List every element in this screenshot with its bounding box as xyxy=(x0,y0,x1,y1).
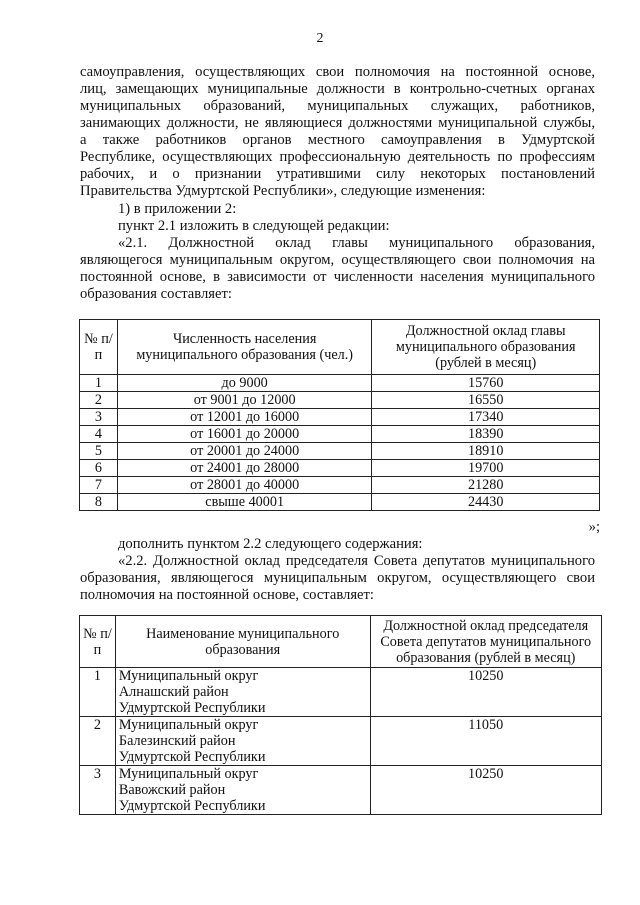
municipality-name xyxy=(115,668,370,717)
row-number: 7 xyxy=(80,477,118,494)
salary-value: 18910 xyxy=(372,443,600,460)
row-number: 3 xyxy=(80,409,118,426)
table-row xyxy=(80,409,600,426)
salary-value: 24430 xyxy=(372,494,600,511)
population-range: до 9000 xyxy=(117,375,371,392)
item-point-2-1 xyxy=(80,218,595,235)
salary-value: 10250 xyxy=(370,766,602,815)
table-header-row xyxy=(80,616,602,668)
text-line: занимающих должности, не являющиеся должностями муниципальной службы, xyxy=(80,115,595,131)
row-number: 3 xyxy=(80,766,116,815)
salary-value: 11050 xyxy=(370,717,602,766)
population-range: от 28001 до 40000 xyxy=(117,477,371,494)
add-point-2-2 xyxy=(80,536,595,553)
text-line: являющегося муниципальным округом, осуществляющего свои полномочия на xyxy=(80,252,595,268)
table-row xyxy=(80,443,600,460)
salary-value: 21280 xyxy=(372,477,600,494)
text-line: лиц, замещающих муниципальные должности в контрольно-счетных органах xyxy=(80,81,595,97)
text-line: «2.1. Должностной оклад главы муниципального образования, xyxy=(118,235,595,251)
table-row xyxy=(80,392,600,409)
col-number-header: № п/п xyxy=(80,616,116,668)
table-row xyxy=(80,426,600,443)
table-row xyxy=(80,717,602,766)
table-header-row xyxy=(80,320,600,375)
municipality-name-line: Муниципальный округ xyxy=(118,668,259,684)
page-number: 2 xyxy=(316,31,324,46)
municipality-name xyxy=(115,717,370,766)
text-line: Правительства Удмуртской Республики», следующие изменения: xyxy=(80,183,486,199)
salary-value: 15760 xyxy=(372,375,600,392)
text-line: образования, являющегося муниципальным округом, осуществляющего свои xyxy=(80,570,595,586)
text-line: «2.2. Должностной оклад председателя Совета депутатов муниципального xyxy=(118,553,595,569)
municipality-name-line: Вавожский район xyxy=(118,782,226,798)
row-number: 2 xyxy=(80,392,118,409)
table-row xyxy=(80,460,600,477)
chair-salary-table xyxy=(79,615,602,815)
col-municipality-header: Наименование муниципального образования xyxy=(115,616,370,668)
table-row xyxy=(80,494,600,511)
text-line: муниципальных образований, муниципальных служащих, работников, xyxy=(80,98,595,114)
row-number: 8 xyxy=(80,494,118,511)
text-line: Республике, осуществляющих профессиональную деятельность по профессиям xyxy=(80,149,595,165)
row-number: 1 xyxy=(80,375,118,392)
item-1-text: 1) в приложении 2: xyxy=(118,201,237,217)
municipality-name-line: Муниципальный округ xyxy=(118,717,259,733)
municipality-name-line: Удмуртской Республики xyxy=(118,798,266,814)
municipality-name-line: Удмуртской Республики xyxy=(118,749,266,765)
salary-value: 18390 xyxy=(372,426,600,443)
population-range: от 16001 до 20000 xyxy=(117,426,371,443)
text-line: рабочих, и о признании утратившими силу некоторых постановлений xyxy=(80,166,595,182)
row-number: 2 xyxy=(80,717,116,766)
item-1 xyxy=(80,201,595,218)
municipality-name-line: Муниципальный округ xyxy=(118,766,259,782)
add-point-2-2-text: дополнить пунктом 2.2 следующего содержания: xyxy=(118,536,423,552)
paragraph-2-1 xyxy=(80,235,595,303)
municipality-name-line: Удмуртской Республики xyxy=(118,700,266,716)
item-point-2-1-text: пункт 2.1 изложить в следующей редакции: xyxy=(118,218,390,234)
table-row xyxy=(80,477,600,494)
population-range: свыше 40001 xyxy=(117,494,371,511)
intro-paragraph xyxy=(80,64,595,200)
paragraph-2-2 xyxy=(80,553,595,604)
population-range: от 9001 до 12000 xyxy=(117,392,371,409)
salary-value: 19700 xyxy=(372,460,600,477)
population-range: от 24001 до 28000 xyxy=(117,460,371,477)
salary-value: 17340 xyxy=(372,409,600,426)
municipality-name-line: Алнашский район xyxy=(118,684,229,700)
text-line: полномочия на постоянной основе, составляет: xyxy=(80,587,374,603)
salary-table-heads xyxy=(79,319,600,511)
municipality-name xyxy=(115,766,370,815)
closing-quote: »; xyxy=(588,519,600,535)
municipality-name-line: Балезинский район xyxy=(118,733,236,749)
salary-value: 10250 xyxy=(370,668,602,717)
text-line: а также работников органов местного самоуправления в Удмуртской xyxy=(80,132,595,148)
text-line: самоуправления, осуществляющих свои полномочия на постоянной основе, xyxy=(80,64,595,80)
table-row xyxy=(80,375,600,392)
table-row xyxy=(80,766,602,815)
col-number-header: № п/п xyxy=(80,320,118,375)
table-row xyxy=(80,668,602,717)
row-number: 6 xyxy=(80,460,118,477)
col-salary-header: Должностной оклад главы муниципального образования (рублей в месяц) xyxy=(372,320,600,375)
population-range: от 20001 до 24000 xyxy=(117,443,371,460)
col-salary-header: Должностной оклад председателя Совета депутатов муниципального образования (рублей в месяц) xyxy=(370,616,602,668)
row-number: 5 xyxy=(80,443,118,460)
row-number: 4 xyxy=(80,426,118,443)
salary-value: 16550 xyxy=(372,392,600,409)
row-number: 1 xyxy=(80,668,116,717)
col-population-header: Численность населения муниципального образования (чел.) xyxy=(117,320,371,375)
text-line: постоянной основе, в зависимости от численности населения муниципального xyxy=(80,269,595,285)
text-line: образования составляет: xyxy=(80,286,232,302)
population-range: от 12001 до 16000 xyxy=(117,409,371,426)
